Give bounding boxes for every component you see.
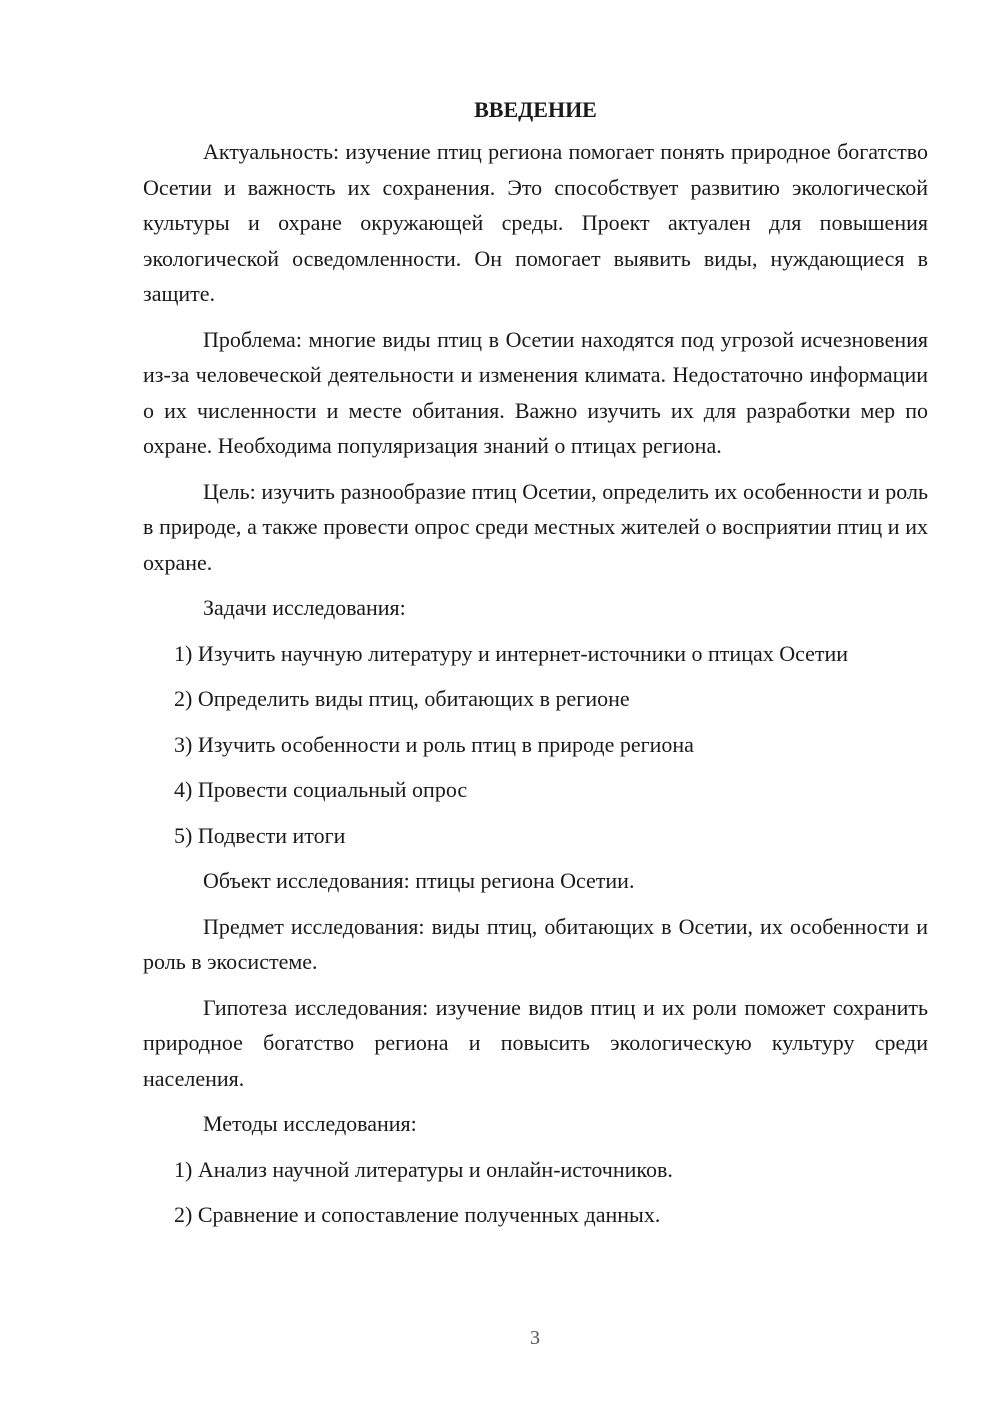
task-item-1: 1) Изучить научную литературу и интернет-источники о птицах Осетии	[174, 640, 849, 666]
methods-heading: Методы исследования:	[203, 1111, 417, 1136]
object-paragraph: Объект исследования: птицы региона Осетии.	[203, 868, 635, 893]
tasks-heading: Задачи исследования:	[203, 595, 406, 620]
relevance-paragraph: Актуальность: изучение птиц региона помогает понять природное богатство Осетии и важность их сохранения. Это способствует развитию экологической культуры и охране окружающей среды. Проект актуален для повышения экологической осведомленности. Он помогает выявить виды, нуждающиеся в защите.	[143, 139, 928, 306]
document-page	[143, 92, 928, 1243]
task-item-2: 2) Определить виды птиц, обитающих в регионе	[174, 686, 630, 711]
task-item-3: 3) Изучить особенности и роль птиц в природе региона	[174, 731, 694, 757]
hypothesis-paragraph: Гипотеза исследования: изучение видов птиц и их роли поможет сохранить природное богатство региона и повысить экологическую культуру среди населения.	[143, 994, 928, 1091]
page-number: 3	[530, 1327, 540, 1349]
subject-paragraph: Предмет исследования: виды птиц, обитающих в Осетии, их особенности и роль в экосистеме.	[143, 913, 928, 974]
problem-paragraph: Проблема: многие виды птиц в Осетии находятся под угрозой исчезновения из-за человеческой деятельности и изменения климата. Недостаточно информации о их численности и месте обитания. Важно изучить их для разработки мер по охране. Необходима популяризация знаний о птицах региона.	[143, 326, 928, 458]
method-item-1: 1) Анализ научной литературы и онлайн-источников.	[174, 1156, 673, 1182]
task-item-4: 4) Провести социальный опрос	[174, 777, 468, 802]
section-title: ВВЕДЕНИЕ	[474, 97, 597, 122]
goal-paragraph: Цель: изучить разнообразие птиц Осетии, определить их особенности и роль в природе, а также провести опрос среди местных жителей о восприятии птиц и их охране.	[143, 478, 928, 575]
method-item-2: 2) Сравнение и сопоставление полученных данных.	[174, 1202, 661, 1227]
task-item-5: 5) Подвести итоги	[174, 822, 346, 848]
